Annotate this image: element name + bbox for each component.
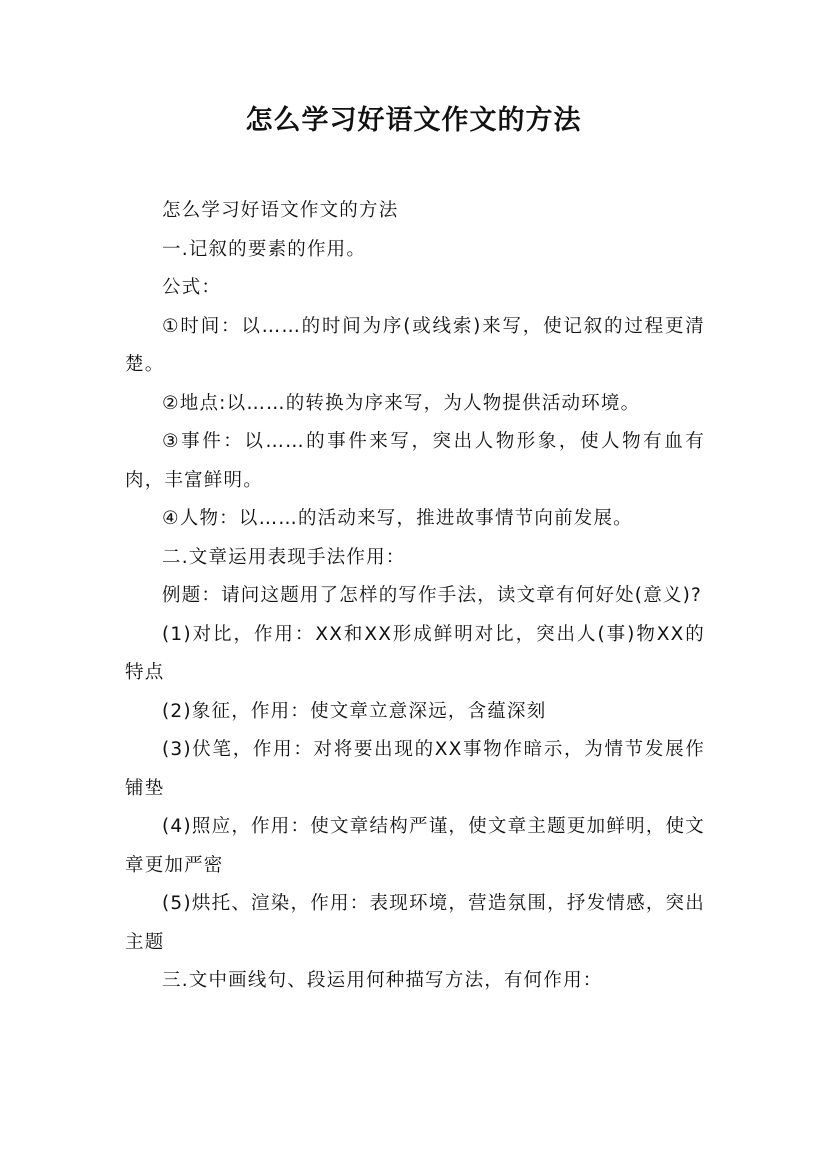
paragraph-subtitle: 怎么学习好语文作文的方法 (162, 200, 399, 221)
paragraph-section-1-heading: 一.记叙的要素的作用。 (162, 238, 367, 260)
paragraph-formula-label: 公式： (162, 277, 222, 298)
paragraph-symbolism: (2)象征，作用：使文章立意深远，含蕴深刻 (162, 700, 547, 722)
document-title: 怎么学习好语文作文的方法 (245, 105, 582, 136)
paragraph-character: ④人物：以……的活动来写，推进故事情节向前发展。 (162, 508, 633, 529)
paragraph-event: ③事件：以……的事件来写，突出人物形象，使人物有血有肉，丰富鲜明。 (125, 431, 705, 491)
paragraph-section-2-heading: 二.文章运用表现手法作用： (162, 546, 406, 568)
paragraph-foreshadowing: (3)伏笔，作用：对将要出现的XX事物作暗示，为情节发展作铺垫 (125, 739, 705, 799)
document-body (125, 192, 705, 1001)
paragraph-place: ②地点:以……的转换为序来写，为人物提供活动环境。 (162, 392, 641, 414)
paragraph-contrast: (1)对比，作用：XX和XX形成鲜明对比，突出人(事)物XX的特点 (125, 623, 705, 683)
paragraph-time: ①时间：以……的时间为序(或线索)来写，使记叙的过程更清楚。 (125, 315, 705, 375)
paragraph-contrast-setting: (5)烘托、渲染，作用：表现环境，营造氛围，抒发情感，突出主题 (125, 893, 705, 953)
paragraph-section-3-heading: 三.文中画线句、段运用何种描写方法，有何作用： (162, 970, 603, 991)
paragraph-echo: (4)照应，作用：使文章结构严谨，使文章主题更加鲜明，使文章更加严密 (125, 816, 705, 876)
paragraph-example-question: 例题：请问这题用了怎样的写作手法，读文章有何好处(意义)? (162, 585, 703, 606)
